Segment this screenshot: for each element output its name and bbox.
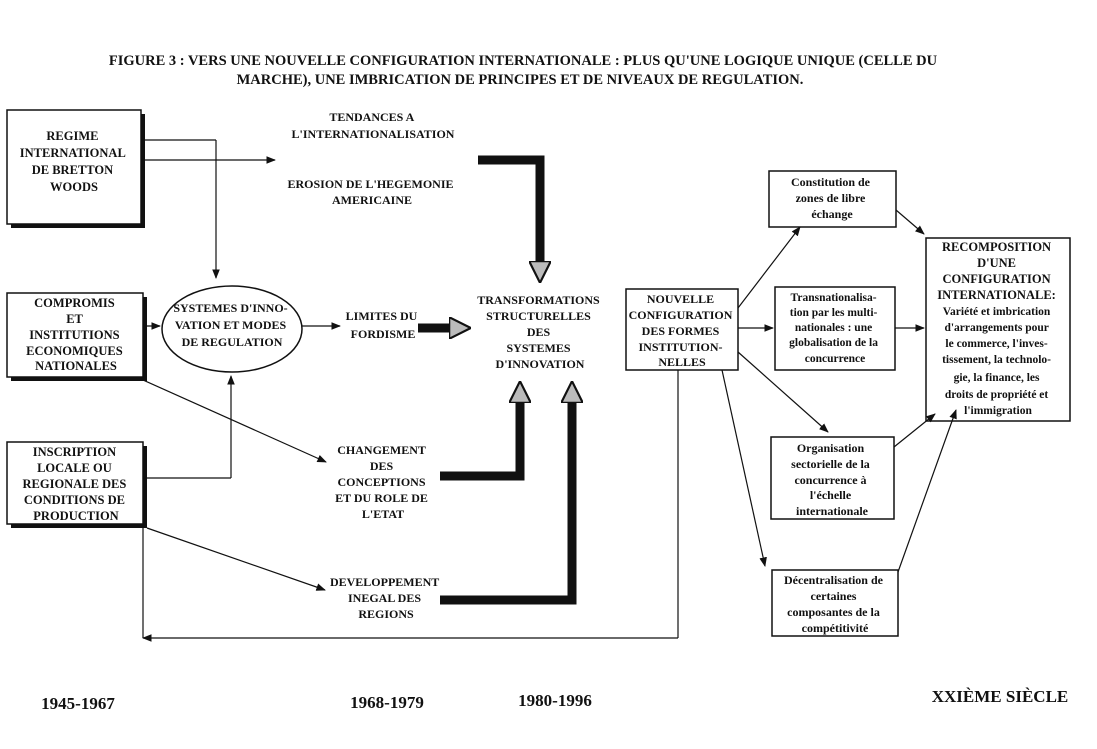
svg-text:NOUVELLE CONFIGURATION: NOUVELLE CONFIGURATION DES FORMES INSTITUTION- NELLES	[628, 292, 733, 369]
arrow-decentralisation-to-recomposition	[898, 410, 956, 572]
svg-text:COMPROMIS ET INSTI: COMPROMIS ET INSTITUTIONS ECONOMIQUES NATIONALES	[26, 296, 123, 373]
arrow-zones-to-recomposition	[896, 210, 924, 234]
thick-arrow-changement-to-transformations	[440, 392, 520, 476]
node-transnationalisation	[775, 287, 895, 370]
node-systemes-innovation	[162, 286, 302, 372]
node-transformations: TRANSFORMATIONS STRUCTURELLES DES SYSTEMES D'INNOVATION	[477, 293, 600, 371]
node-recomposition	[926, 238, 1070, 421]
period-1968-1979: 1968-1979	[350, 693, 424, 712]
node-erosion: EROSION DE L'HEGEMONIE AMERICAINE	[287, 177, 454, 207]
node-nouvelle-configuration	[626, 289, 738, 370]
period-xxieme-siecle: XXIÈME SIÈCLE	[931, 687, 1069, 706]
figure-title-line-2: MARCHE), UNE IMBRICATION DE PRINCIPES ET DE NIVEAUX DE REGULATION.	[236, 72, 804, 88]
svg-text:INSCRIPTION LOCALE OU: INSCRIPTION LOCALE OU REGIONALE DES CONDITIONS DE PRODUCTION	[22, 445, 127, 523]
arrow-inscription-to-developpement	[147, 528, 325, 590]
thick-arrows	[418, 160, 572, 600]
arrow-compromis-to-changement	[143, 380, 326, 462]
svg-text:Organisation sectorielle: Organisation sectorielle de la concurrence à l'échelle internationale	[791, 441, 870, 518]
arrow-organisation-to-recomposition	[894, 414, 935, 447]
thick-arrow-tendances-to-transformations	[478, 160, 540, 272]
node-organisation-sectorielle	[771, 437, 894, 519]
node-limites: LIMITES DU FORDISME	[345, 309, 418, 341]
svg-text:Constitution de zones de: Constitution de zones de libre échange	[790, 175, 871, 221]
svg-text:Décentralisation de cert: Décentralisation de certaines composantes de la compétitivité	[784, 573, 883, 635]
node-tendances: TENDANCES A L'INTERNATIONALISATION	[291, 110, 455, 141]
arrow-nouvelle-to-decentralisation	[722, 370, 765, 566]
node-zones-libre-echange	[769, 171, 896, 227]
node-developpement: DEVELOPPEMENT INEGAL DES REGIONS	[329, 575, 440, 621]
figure-title-line-1: FIGURE 3 : VERS UNE NOUVELLE CONFIGURATION INTERNATIONALE : PLUS QU'UNE LOGIQUE UNIQUE (CELLE DU	[108, 53, 938, 69]
svg-text:Transnationalisa- tion p: Transnationalisa- tion par les multi- nationales : une globalisation de la concurrence	[789, 292, 878, 365]
thick-arrow-developpement-to-transformations	[440, 392, 572, 600]
node-compromis	[7, 293, 147, 381]
node-decentralisation	[772, 570, 898, 636]
node-bretton-woods	[7, 110, 145, 228]
svg-text:RECOMPOSITION D'UNE: RECOMPOSITION D'UNE CONFIGURATION INTERNATIONALE: Variété et imbrication d'arrangements pour le commerce, l'inves- tissement, la technolo- gie, la finance, les droits de propriété et l'immigration	[937, 240, 1056, 417]
period-1980-1996: 1980-1996	[518, 691, 592, 710]
node-changement: CHANGEMENT DES CONCEPTIONS ET DU ROLE DE L'ETAT	[335, 443, 428, 521]
svg-text:REGIME INTERNATIONAL: REGIME INTERNATIONAL DE BRETTON WOODS	[19, 129, 126, 194]
period-1945-1967: 1945-1967	[41, 694, 115, 713]
svg-text:SYSTEMES D'INNO- VATION: SYSTEMES D'INNO- VATION ET MODES DE REGULATION	[173, 301, 288, 349]
node-inscription	[7, 442, 147, 528]
